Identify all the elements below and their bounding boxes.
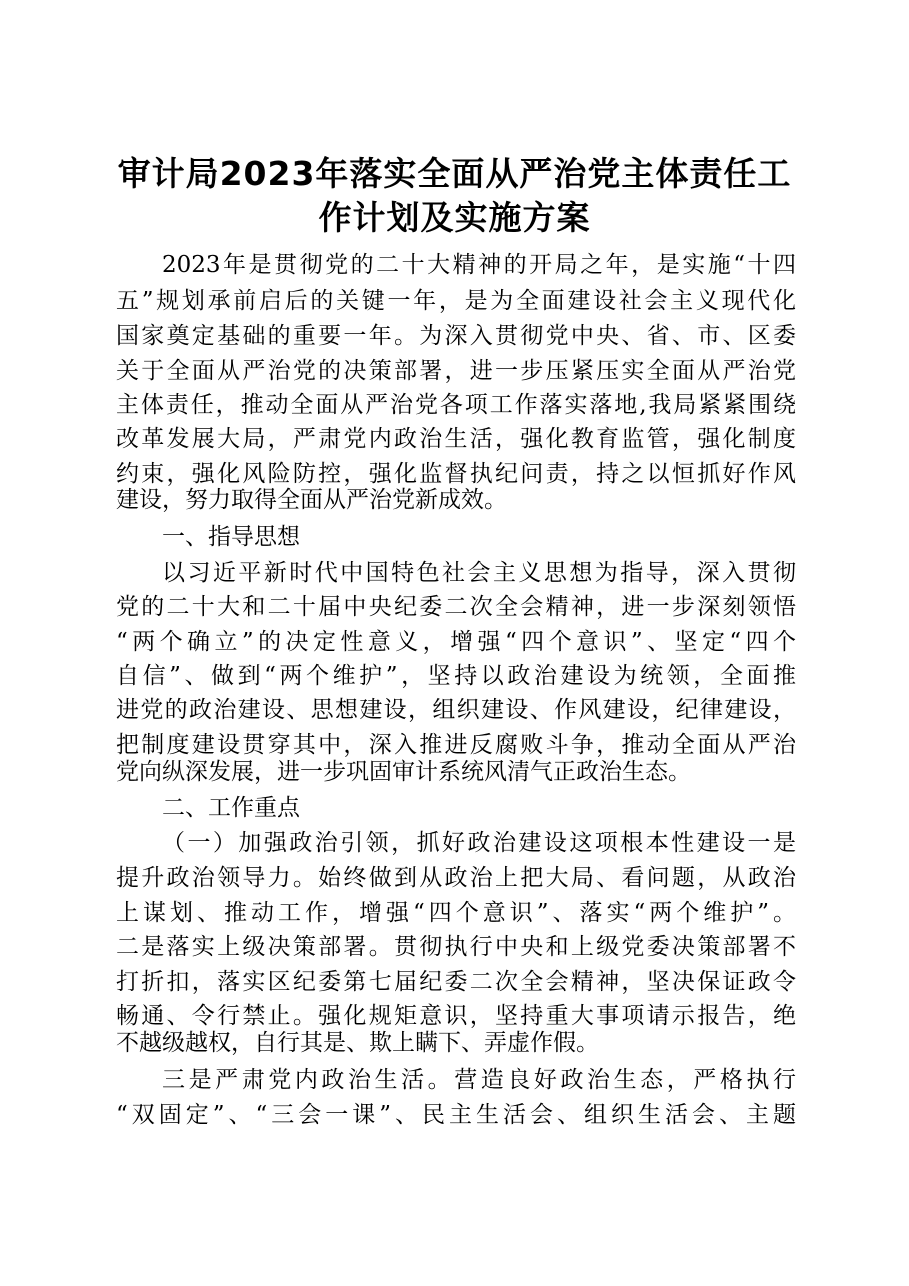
paragraph-line: 把制度建设贯穿其中，深入推进反腐败斗争，推动全面从严治 <box>116 732 796 758</box>
paragraph-line: 畅通、令行禁止。强化规矩意识，坚持重大事项请示报告，绝 <box>116 1003 796 1029</box>
paragraph-line: 以习近平新时代中国特色社会主义思想为指导，深入贯彻 <box>162 560 796 586</box>
section-heading: 一、指导思想 <box>162 524 300 550</box>
paragraph-line: 2023年是贯彻党的二十大精神的开局之年，是实施“十四 <box>162 252 796 278</box>
paragraph-line: 打折扣，落实区纪委第七届纪委二次全会精神，坚决保证政令 <box>116 969 796 995</box>
paragraph-line: 党向纵深发展，进一步巩固审计系统风清气正政治生态。 <box>116 759 691 785</box>
paragraph-line: “两个确立”的决定性意义，增强“四个意识”、坚定“四个 <box>116 629 796 655</box>
paragraph-line: 党的二十大和二十届中央纪委二次全会精神，进一步深刻领悟 <box>116 594 796 620</box>
paragraph-line: 提升政治领导力。始终做到从政治上把大局、看问题，从政治 <box>116 865 796 891</box>
document-title-line-1: 审计局2023年落实全面从严治党主体责任工 <box>117 154 792 193</box>
paragraph-line: 上谋划、推动工作，增强“四个意识”、落实“两个维护”。 <box>116 900 796 926</box>
paragraph-line: 三是严肃党内政治生活。营造良好政治生态，严格执行 <box>162 1067 796 1093</box>
paragraph-line: 二是落实上级决策部署。贯彻执行中央和上级党委决策部署不 <box>116 934 796 960</box>
paragraph-line: 不越级越权，自行其是、欺上瞒下、弄虚作假。 <box>116 1030 599 1056</box>
document-title-line-2: 作计划及实施方案 <box>318 198 591 237</box>
paragraph-line: 国家奠定基础的重要一年。为深入贯彻党中央、省、市、区委 <box>116 323 796 349</box>
paragraph-line: （一）加强政治引领，抓好政治建设这项根本性建设一是 <box>162 830 796 856</box>
paragraph-line: 进党的政治建设、思想建设，组织建设、作风建设，纪律建设， <box>116 697 796 723</box>
paragraph-line: 改革发展大局，严肃党内政治生活，强化教育监管，强化制度 <box>116 426 796 452</box>
paragraph-line: 建设，努力取得全面从严治党新成效。 <box>116 487 507 513</box>
paragraph-line: 约束，强化风险防控，强化监督执纪问责，持之以恒抓好作风 <box>116 461 796 487</box>
paragraph-line: 自信”、做到“两个维护”，坚持以政治建设为统领，全面推 <box>116 663 796 689</box>
paragraph-line: “双固定”、“三会一课”、民主生活会、组织生活会、主题 <box>116 1102 796 1128</box>
section-heading: 二、工作重点 <box>162 795 300 821</box>
paragraph-line: 主体责任，推动全面从严治党各项工作落实落地,我局紧紧围绕 <box>116 392 796 418</box>
paragraph-line: 关于全面从严治党的决策部署，进一步压紧压实全面从严治党 <box>116 358 796 384</box>
paragraph-line: 五”规划承前启后的关键一年，是为全面建设社会主义现代化 <box>116 288 796 314</box>
